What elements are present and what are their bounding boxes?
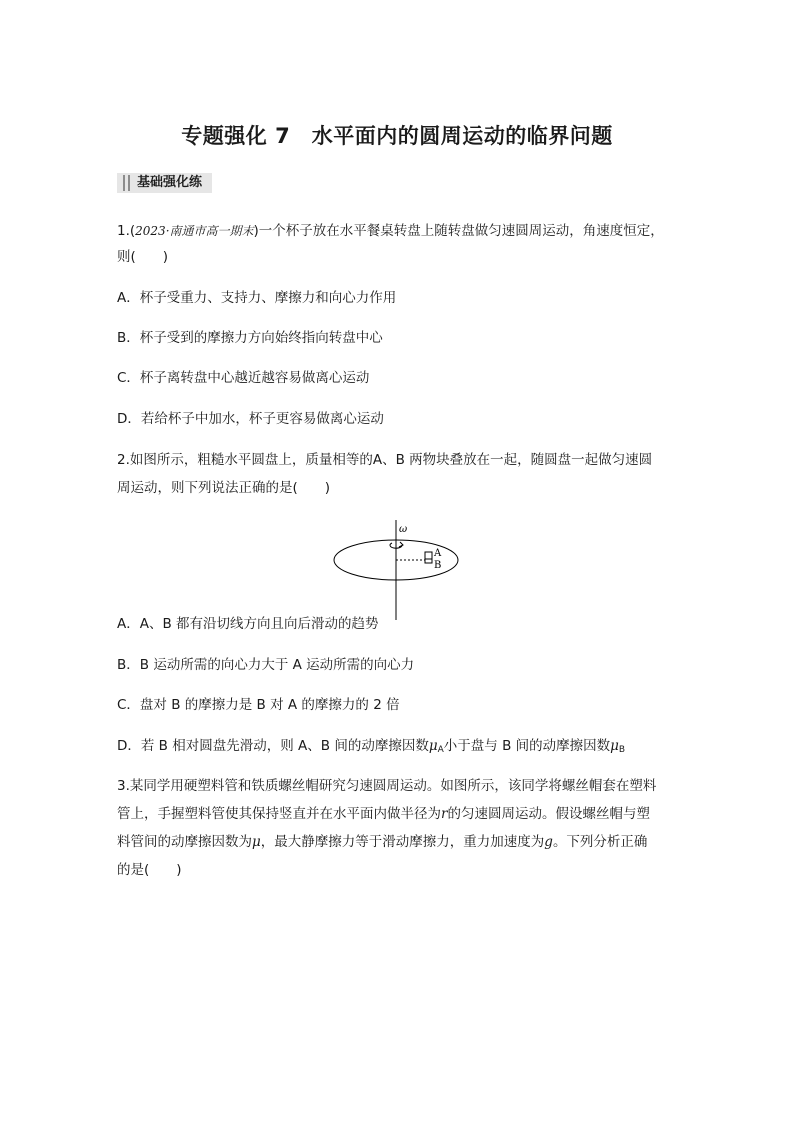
q1-stem-line1: 1.(2023·南通市高一期末)一个杯子放在水平餐桌转盘上随转盘做匀速圆周运动，角速度恒定， (117, 223, 664, 239)
page-title: 专题强化 7 水平面内的圆周运动的临界问题 (181, 124, 613, 148)
section-label-text: 基础强化练 (137, 175, 203, 190)
mu-a-symbol: μ (428, 738, 438, 754)
label-a: A (434, 548, 442, 559)
rotating-disk-diagram (330, 518, 460, 622)
radius-symbol: r (441, 806, 448, 822)
q2-option-c: C．盘对 B 的摩擦力是 B 对 A 的摩擦力的 2 倍 (117, 697, 400, 713)
q2-option-a: A．A、B 都有沿切线方向且向后滑动的趋势 (117, 616, 379, 632)
section-bar-decoration (128, 175, 130, 191)
q1-option-a: A．杯子受重力、支持力、摩擦力和向心力作用 (117, 290, 397, 306)
mu-b-symbol: μ (610, 738, 619, 754)
q3-stem-line4: 的是( ) (117, 862, 182, 878)
q1-option-b: B．杯子受到的摩擦力方向始终指向转盘中心 (117, 330, 383, 346)
block-a (425, 552, 432, 559)
q1-stem-line2: 则( ) (117, 249, 169, 265)
block-b (425, 559, 432, 563)
g-symbol: g (544, 834, 553, 850)
mu-symbol: μ (252, 834, 261, 850)
section-label (117, 173, 212, 193)
label-b: B (434, 560, 442, 571)
q2-stem-line1: 2.如图所示，粗糙水平圆盘上，质量相等的A、B 两物块叠放在一起，随圆盘一起做匀速圆 (117, 452, 653, 468)
q3-stem-line3: 料管间的动摩擦因数为μ，最大静摩擦力等于滑动摩擦力，重力加速度为g。下列分析正确 (117, 834, 648, 850)
q3-stem-line2: 管上，手握塑料管使其保持竖直并在水平面内做半径为r的匀速圆周运动。假设螺丝帽与塑 (117, 806, 650, 822)
q1-source: 2023·南通市高一期末 (135, 224, 254, 238)
q3-stem-line1: 3.某同学用硬塑料管和铁质螺丝帽研究匀速圆周运动。如图所示，该同学将螺丝帽套在塑料 (117, 778, 657, 794)
rotating-disk-figure (330, 518, 460, 622)
section-bar-decoration (123, 175, 125, 191)
omega-label: ω (399, 524, 408, 535)
q2-stem-line2: 周运动，则下列说法正确的是( ) (117, 480, 331, 496)
q1-option-d: D．若给杯子中加水，杯子更容易做离心运动 (117, 411, 384, 427)
q2-option-d: D．若 B 相对圆盘先滑动，则 A、B 间的动摩擦因数$\mu_A$小于盘与 B 间的动摩擦因数$\mu_B$ (117, 738, 626, 755)
q2-option-b: B．B 运动所需的向心力大于 A 运动所需的向心力 (117, 657, 415, 673)
q1-option-c: C．杯子离转盘中心越近越容易做离心运动 (117, 370, 370, 386)
rotation-arrowhead-icon (399, 542, 403, 547)
